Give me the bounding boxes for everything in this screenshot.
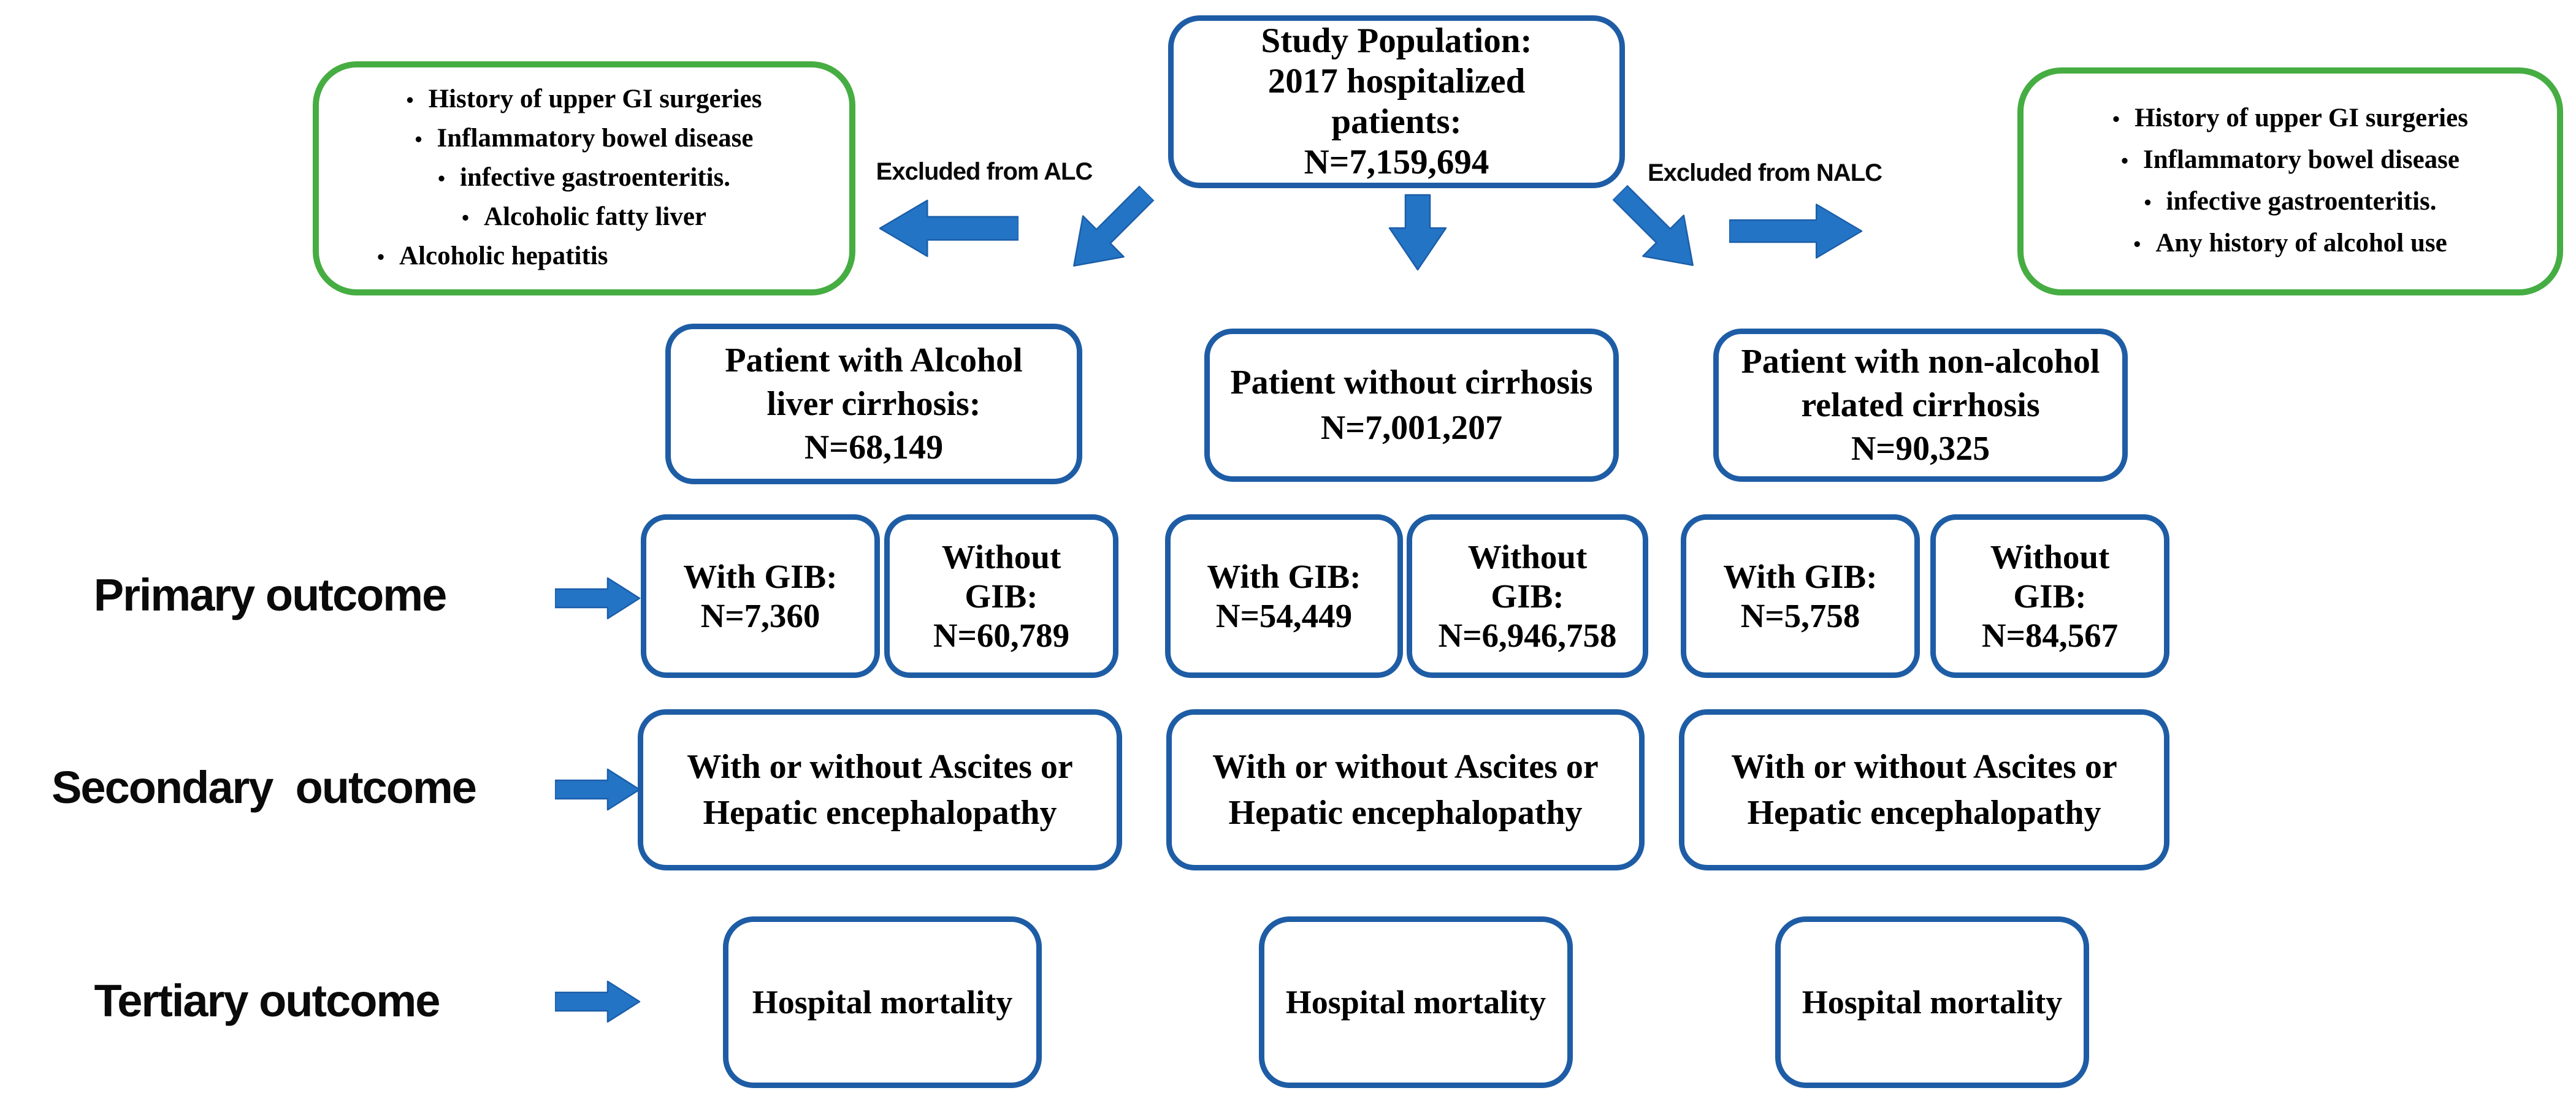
- study-population-line: 2017 hospitalized: [1267, 62, 1526, 101]
- cohort-line: Patient with Alcohol: [725, 341, 1023, 379]
- nalc-tertiary-box: [1775, 916, 2089, 1088]
- cohort-line: Patient without cirrhosis: [1230, 364, 1593, 402]
- excluded-alc-left-arrow-icon: [879, 197, 1019, 259]
- gib-line: N=7,360: [700, 596, 820, 634]
- cohort-line: N=90,325: [1851, 429, 1990, 468]
- exclusion-item-text: History of upper GI surgeries: [2135, 104, 2468, 132]
- exclusion-criteria-alc-box: [313, 61, 855, 295]
- secondary-line: With or without Ascites or: [1212, 747, 1599, 786]
- cohort-line: Patient with non-alcohol: [1741, 342, 2100, 381]
- alc-without-gib-box: [884, 514, 1118, 678]
- tertiary-line: Hospital mortality: [752, 984, 1013, 1021]
- secondary-line: Hepatic encephalopathy: [703, 793, 1057, 832]
- bullet-icon: •: [437, 167, 446, 191]
- exclusion-item: [462, 198, 706, 237]
- gib-line: N=60,789: [933, 616, 1070, 654]
- excluded-from-alc-label: Excluded from ALC: [876, 158, 1093, 185]
- no-cirrhosis-tertiary-box: [1259, 916, 1573, 1088]
- exclusion-item-text: History of upper GI surgeries: [428, 85, 762, 113]
- bullet-icon: •: [377, 246, 385, 269]
- excluded-from-nalc-label: Excluded from NALC: [1647, 159, 1882, 186]
- exclusion-item: [377, 237, 608, 276]
- gib-line: With GIB:: [683, 557, 838, 595]
- tertiary-line: Hospital mortality: [1802, 984, 2063, 1021]
- cohort-line: related cirrhosis: [1801, 386, 2040, 424]
- secondary-outcome-arrow-icon: [555, 767, 641, 812]
- secondary-line: With or without Ascites or: [1731, 747, 2117, 786]
- exclusion-item: [2144, 181, 2436, 223]
- secondary-outcome-label: Secondary outcome: [52, 762, 476, 813]
- no-cirrhosis-cohort-box: [1204, 329, 1619, 482]
- bullet-icon: •: [2133, 233, 2141, 256]
- cohort-line: liver cirrhosis:: [766, 384, 981, 423]
- exclusion-item: [415, 120, 753, 159]
- gib-line: GIB:: [965, 577, 1038, 615]
- exclusion-item: [2133, 223, 2447, 265]
- exclusion-item-text: infective gastroenteritis.: [2166, 187, 2437, 216]
- gib-line: N=5,758: [1740, 596, 1860, 634]
- gib-line: Without: [941, 538, 1061, 576]
- branch-down-arrow-icon: [1387, 194, 1448, 271]
- study-population-line: patients:: [1331, 102, 1462, 141]
- study-population-line: Study Population:: [1261, 21, 1532, 60]
- no-cirrhosis-without-gib-box: [1407, 514, 1648, 678]
- cohort-line: N=7,001,207: [1320, 409, 1503, 447]
- study-population-line: N=7,159,694: [1304, 143, 1489, 181]
- bullet-icon: •: [2112, 108, 2120, 131]
- branch-down-left-arrow-icon: [1049, 169, 1171, 291]
- exclusion-item-text: Inflammatory bowel disease: [437, 124, 754, 153]
- gib-line: Without: [1467, 538, 1588, 576]
- nalc-cohort-box: [1713, 329, 2128, 482]
- gib-line: With GIB:: [1723, 557, 1878, 595]
- exclusion-item: [2121, 140, 2459, 181]
- secondary-line: Hepatic encephalopathy: [1228, 793, 1583, 832]
- gib-line: GIB:: [2013, 577, 2087, 615]
- exclusion-item-text: Alcoholic hepatitis: [399, 242, 608, 270]
- nalc-without-gib-box: [1930, 514, 2169, 678]
- secondary-line: Hepatic encephalopathy: [1747, 793, 2101, 832]
- gib-line: With GIB:: [1207, 557, 1361, 595]
- no-cirrhosis-with-gib-box: [1165, 514, 1403, 678]
- bullet-icon: •: [415, 128, 422, 151]
- exclusion-item-text: Alcoholic fatty liver: [484, 202, 707, 231]
- exclusion-item: [438, 159, 730, 198]
- primary-outcome-label: Primary outcome: [93, 569, 446, 620]
- nalc-with-gib-box: [1681, 514, 1920, 678]
- bullet-icon: •: [2120, 150, 2129, 173]
- primary-outcome-arrow-icon: [555, 576, 641, 620]
- exclusion-item: [2112, 98, 2468, 140]
- tertiary-outcome-label: Tertiary outcome: [94, 975, 440, 1026]
- no-cirrhosis-secondary-box: [1166, 709, 1645, 870]
- alc-tertiary-box: [723, 916, 1042, 1088]
- nalc-secondary-box: [1679, 709, 2169, 870]
- secondary-line: With or without Ascites or: [687, 747, 1073, 786]
- gib-line: N=84,567: [1981, 616, 2119, 654]
- tertiary-outcome-arrow-icon: [555, 980, 641, 1024]
- alc-cohort-box: [665, 324, 1082, 484]
- alc-secondary-box: [638, 709, 1122, 870]
- bullet-icon: •: [406, 89, 414, 112]
- exclusion-item-text: Any history of alcohol use: [2155, 229, 2447, 257]
- gib-line: N=54,449: [1215, 596, 1353, 634]
- gib-line: Without: [1990, 538, 2110, 576]
- bullet-icon: •: [2144, 191, 2152, 215]
- tertiary-line: Hospital mortality: [1285, 984, 1546, 1021]
- cohort-line: N=68,149: [804, 428, 944, 466]
- gib-line: N=6,946,758: [1438, 616, 1617, 654]
- gib-line: GIB:: [1491, 577, 1564, 615]
- exclusion-item: [407, 80, 762, 120]
- excluded-nalc-right-arrow-icon: [1729, 200, 1863, 262]
- exclusion-item-text: infective gastroenteritis.: [460, 163, 731, 192]
- bullet-icon: •: [461, 207, 470, 230]
- alc-with-gib-box: [641, 514, 880, 678]
- exclusion-criteria-nalc-box: [2017, 67, 2563, 295]
- exclusion-item-text: Inflammatory bowel disease: [2143, 145, 2459, 174]
- study-population-box: [1168, 15, 1625, 188]
